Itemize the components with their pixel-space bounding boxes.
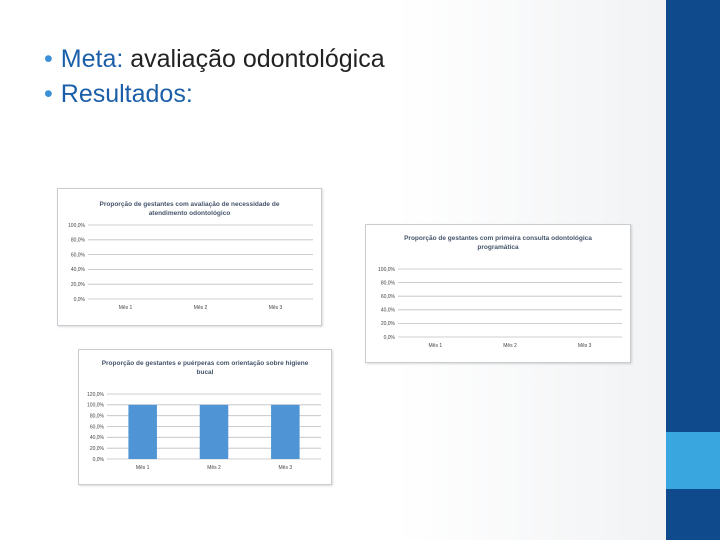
bar — [271, 405, 300, 459]
chart-orientacao-higiene — [78, 349, 332, 485]
bullet-icon: • — [44, 45, 53, 73]
chart-avaliacao-necessidade — [57, 188, 322, 326]
bar — [200, 405, 229, 459]
bullet-item-meta — [44, 42, 385, 77]
y-tick-label: 0,0% — [383, 334, 395, 341]
y-tick-label: 0,0% — [92, 456, 104, 463]
bar — [128, 405, 157, 459]
chart-title-line: Proporção de gestantes e puérperas com orientação sobre higiene — [101, 360, 309, 367]
chart-primeira-consulta — [365, 224, 631, 363]
sidebar-accent-band — [666, 432, 720, 489]
bullet-label-meta: Meta: — [60, 45, 124, 73]
bullet-icon: • — [44, 80, 53, 108]
x-tick-label: Mês 3 — [278, 465, 293, 471]
x-tick-label: Mês 2 — [193, 305, 208, 311]
y-tick-label: 60,0% — [380, 294, 395, 300]
chart-title-line: atendimento odontológico — [148, 210, 231, 217]
chart-title-line: bucal — [196, 369, 214, 376]
bullet-list — [44, 42, 385, 112]
y-tick-label: 20,0% — [70, 282, 85, 288]
bullet-item-resultados — [44, 77, 385, 112]
chart-svg — [79, 350, 331, 484]
x-tick-label: Mês 1 — [428, 343, 443, 349]
x-tick-label: Mês 2 — [503, 343, 517, 349]
y-tick-label: 40,0% — [70, 267, 85, 274]
y-tick-label: 80,0% — [70, 237, 85, 244]
x-tick-label: Mês 1 — [118, 305, 133, 311]
bullet-text-meta: avaliação odontológica — [123, 45, 385, 73]
x-tick-label: Mês 1 — [135, 465, 150, 471]
x-tick-label: Mês 3 — [577, 343, 592, 349]
y-tick-label: 20,0% — [380, 321, 395, 328]
y-tick-label: 100,0% — [87, 402, 104, 409]
chart-title-line: programática — [477, 244, 519, 251]
bullet-label-resultados: Resultados: — [60, 80, 193, 108]
y-tick-label: 100,0% — [378, 266, 395, 273]
y-tick-label: 120,0% — [87, 391, 104, 398]
y-tick-label: 0,0% — [73, 296, 85, 303]
y-tick-label: 100,0% — [68, 222, 85, 229]
y-tick-label: 20,0% — [89, 445, 104, 452]
y-tick-label: 80,0% — [380, 280, 395, 287]
chart-svg — [366, 225, 630, 362]
chart-title-line: Proporção de gestantes com primeira consulta odontológica — [404, 235, 592, 242]
chart-title-line: Proporção de gestantes com avaliação de necessidade de — [99, 201, 280, 208]
y-tick-label: 60,0% — [89, 424, 104, 431]
x-tick-label: Mês 3 — [268, 305, 283, 311]
x-tick-label: Mês 2 — [207, 465, 221, 471]
chart-svg — [58, 189, 321, 325]
y-tick-label: 40,0% — [380, 307, 395, 314]
y-tick-label: 40,0% — [89, 435, 104, 442]
y-tick-label: 80,0% — [89, 413, 104, 420]
y-tick-label: 60,0% — [70, 252, 85, 259]
